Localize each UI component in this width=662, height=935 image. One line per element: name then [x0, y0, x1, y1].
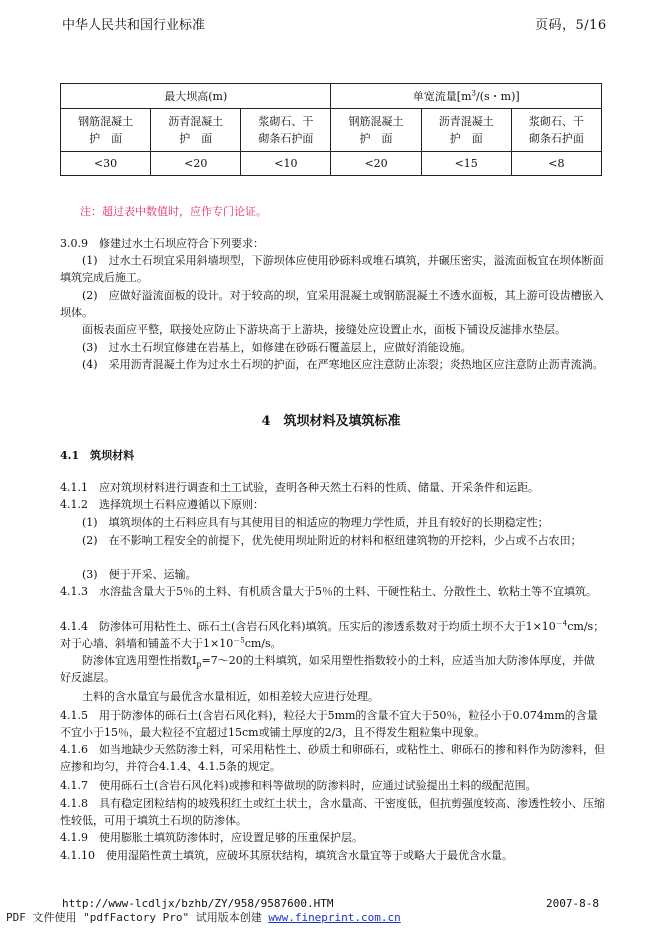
table-col-header: 浆砌石、干 砌条石护面 [511, 109, 601, 152]
clause-3-0-9-item-2b: 面板表面应平整，联接处应防止下游块高于上游块，接缝处应设置止水，面板下铺设反滤排水垫层。 [82, 323, 566, 336]
table-cell: <15 [421, 152, 511, 176]
clause-4-1-10: 4.1.10 使用湿陷性黄土填筑，应破坏其原状结构，填筑含水量宜等于或略大于最优含水量。 [60, 849, 513, 862]
clause-4-1-1: 4.1.1 应对筑坝材料进行调查和土工试验，查明各种天然土石料的性质、储量、开采条件和运距。 [60, 481, 539, 494]
header-left: 中华人民共和国行业标准 [62, 18, 206, 33]
clause-4-1-7: 4.1.7 使用砾石土(含岩石风化料)或掺和料等做坝的防渗料时，应通过试验提出土料的级配范围。 [60, 779, 537, 792]
clause-4-1-2-item-2: (2) 在不影响工程安全的前提下，优先使用坝址附近的材料和枢纽建筑物的开挖料，少占或不占农田； [82, 534, 582, 547]
footer-url[interactable]: http://www-lcdljx/bzhb/ZY/958/9587600.HTM [62, 897, 334, 910]
table-col-header: 钢筋混凝土 护 面 [331, 109, 421, 152]
table-col-header: 浆砌石、干 砌条石护面 [241, 109, 331, 152]
section-title: 4.1 筑坝材料 [60, 449, 135, 462]
clause-4-1-2-item-1: (1) 填筑坝体的土石料应具有与其使用目的相适应的物理力学性质，并且有较好的长期稳定性； [82, 516, 549, 529]
clause-4-1-6: 4.1.6 如当地缺少天然防渗土料，可采用粘性土、砂质土和卵砾石，或粘性土、卵砾石的掺和料作为防渗料，但应掺和均匀，并符合4.1.4、4.1.5条的规定。 [60, 743, 605, 773]
footer-date: 2007-8-8 [546, 897, 599, 910]
fineprint-link[interactable]: www.fineprint.com.cn [268, 911, 401, 924]
clause-4-1-9: 4.1.9 使用膨胀土填筑防渗体时，应设置足够的压重保护层。 [60, 831, 363, 844]
table-note: 注：超过表中数值时，应作专门论证。 [80, 205, 267, 218]
table-col-header: 钢筋混凝土 护 面 [61, 109, 151, 152]
table-col-header: 沥青混凝土 护 面 [421, 109, 511, 152]
clause-3-0-9-item-2: (2) 应做好溢流面板的设计。对于较高的坝，宜采用混凝土或钢筋混凝土不透水面板，其上游可设齿槽嵌入坝体。 [60, 289, 604, 319]
table-cell: <20 [331, 152, 421, 176]
clause-4-1-3: 4.1.3 水溶盐含量大于5％的土料、有机质含量大于5％的土料、干硬性粘土、分散性土、软粘土等不宜填筑。 [60, 585, 597, 598]
table-cell: <10 [241, 152, 331, 176]
table-cell: <30 [61, 152, 151, 176]
clause-4-1-2-title: 4.1.2 选择筑坝土石料应遵循以下原则： [60, 498, 264, 511]
clause-4-1-4-moisture: 土料的含水量宜与最优含水量相近，如相差较大应进行处理。 [82, 690, 379, 703]
clause-3-0-9-item-1: (1) 过水土石坝宜采用斜墙坝型，下游坝体应使用砂砾料或堆石填筑，并碾压密实，溢流面板宜在坝体断面填筑完成后施工。 [60, 254, 604, 284]
clause-4-1-5: 4.1.5 用于防渗体的砾石土(含岩石风化料)，粒径大于5mm的含量不宜大于50％，粒径小于0.074mm的含量不宜小于15％，最大粒径不宜超过15cm或铺土厚度的2/3，且不得发生粗粒集中现象。 [60, 709, 598, 739]
clause-4-1-4: 4.1.4 防渗体可用粘性土、砾石土(含岩石风化料)填筑。压实后的渗透系数对于均质土坝不大于$1\times 10^{-4}cm/s$；对于心墙、斜墙和铺盖不大于$1\times 10^{-5}cm/s$。 [60, 619, 605, 650]
pdf-watermark: PDF 文件使用 "pdfFactory Pro" 试用版本创建 www.fineprint.com.cn [6, 911, 401, 924]
clause-3-0-9-title: 3.0.9 修建过水土石坝应符合下列要求： [60, 237, 264, 250]
limit-table [60, 83, 602, 176]
table-cell: <20 [151, 152, 241, 176]
clause-4-1-8: 4.1.8 具有稳定团粒结构的坡残积红土或红土状土，含水量高、干密度低，但抗剪强度较高、渗透性较小、压缩性较低，可用于填筑土石坝的防渗体。 [60, 797, 605, 827]
table-group-dam-height: 最大坝高(m) [61, 84, 331, 109]
clause-4-1-4-plasticity: 防渗体宜选用塑性指数$I_p=7\sim 20$的土料填筑，如采用塑性指数较小的土料，应适当加大防渗体厚度，并做好反滤层。 [60, 654, 595, 684]
table-group-unit-discharge: 单宽流量[$m^3/(s$・m)] [331, 84, 602, 109]
table-cell: <8 [511, 152, 601, 176]
chapter-title: 4 筑坝材料及填筑标准 [261, 414, 401, 429]
clause-3-0-9-item-3: (3) 过水土石坝宜修建在岩基上，如修建在砂砾石覆盖层上，应做好消能设施。 [82, 341, 472, 354]
table-col-header: 沥青混凝土 护 面 [151, 109, 241, 152]
clause-3-0-9-item-4: (4) 采用沥青混凝土作为过水土石坝的护面，在严寒地区应注意防止冻裂；炎热地区应注意防止沥青流淌。 [82, 358, 604, 371]
clause-4-1-2-item-3: (3) 便于开采、运输。 [82, 568, 197, 581]
page-number: 页码，5/16 [535, 18, 607, 33]
